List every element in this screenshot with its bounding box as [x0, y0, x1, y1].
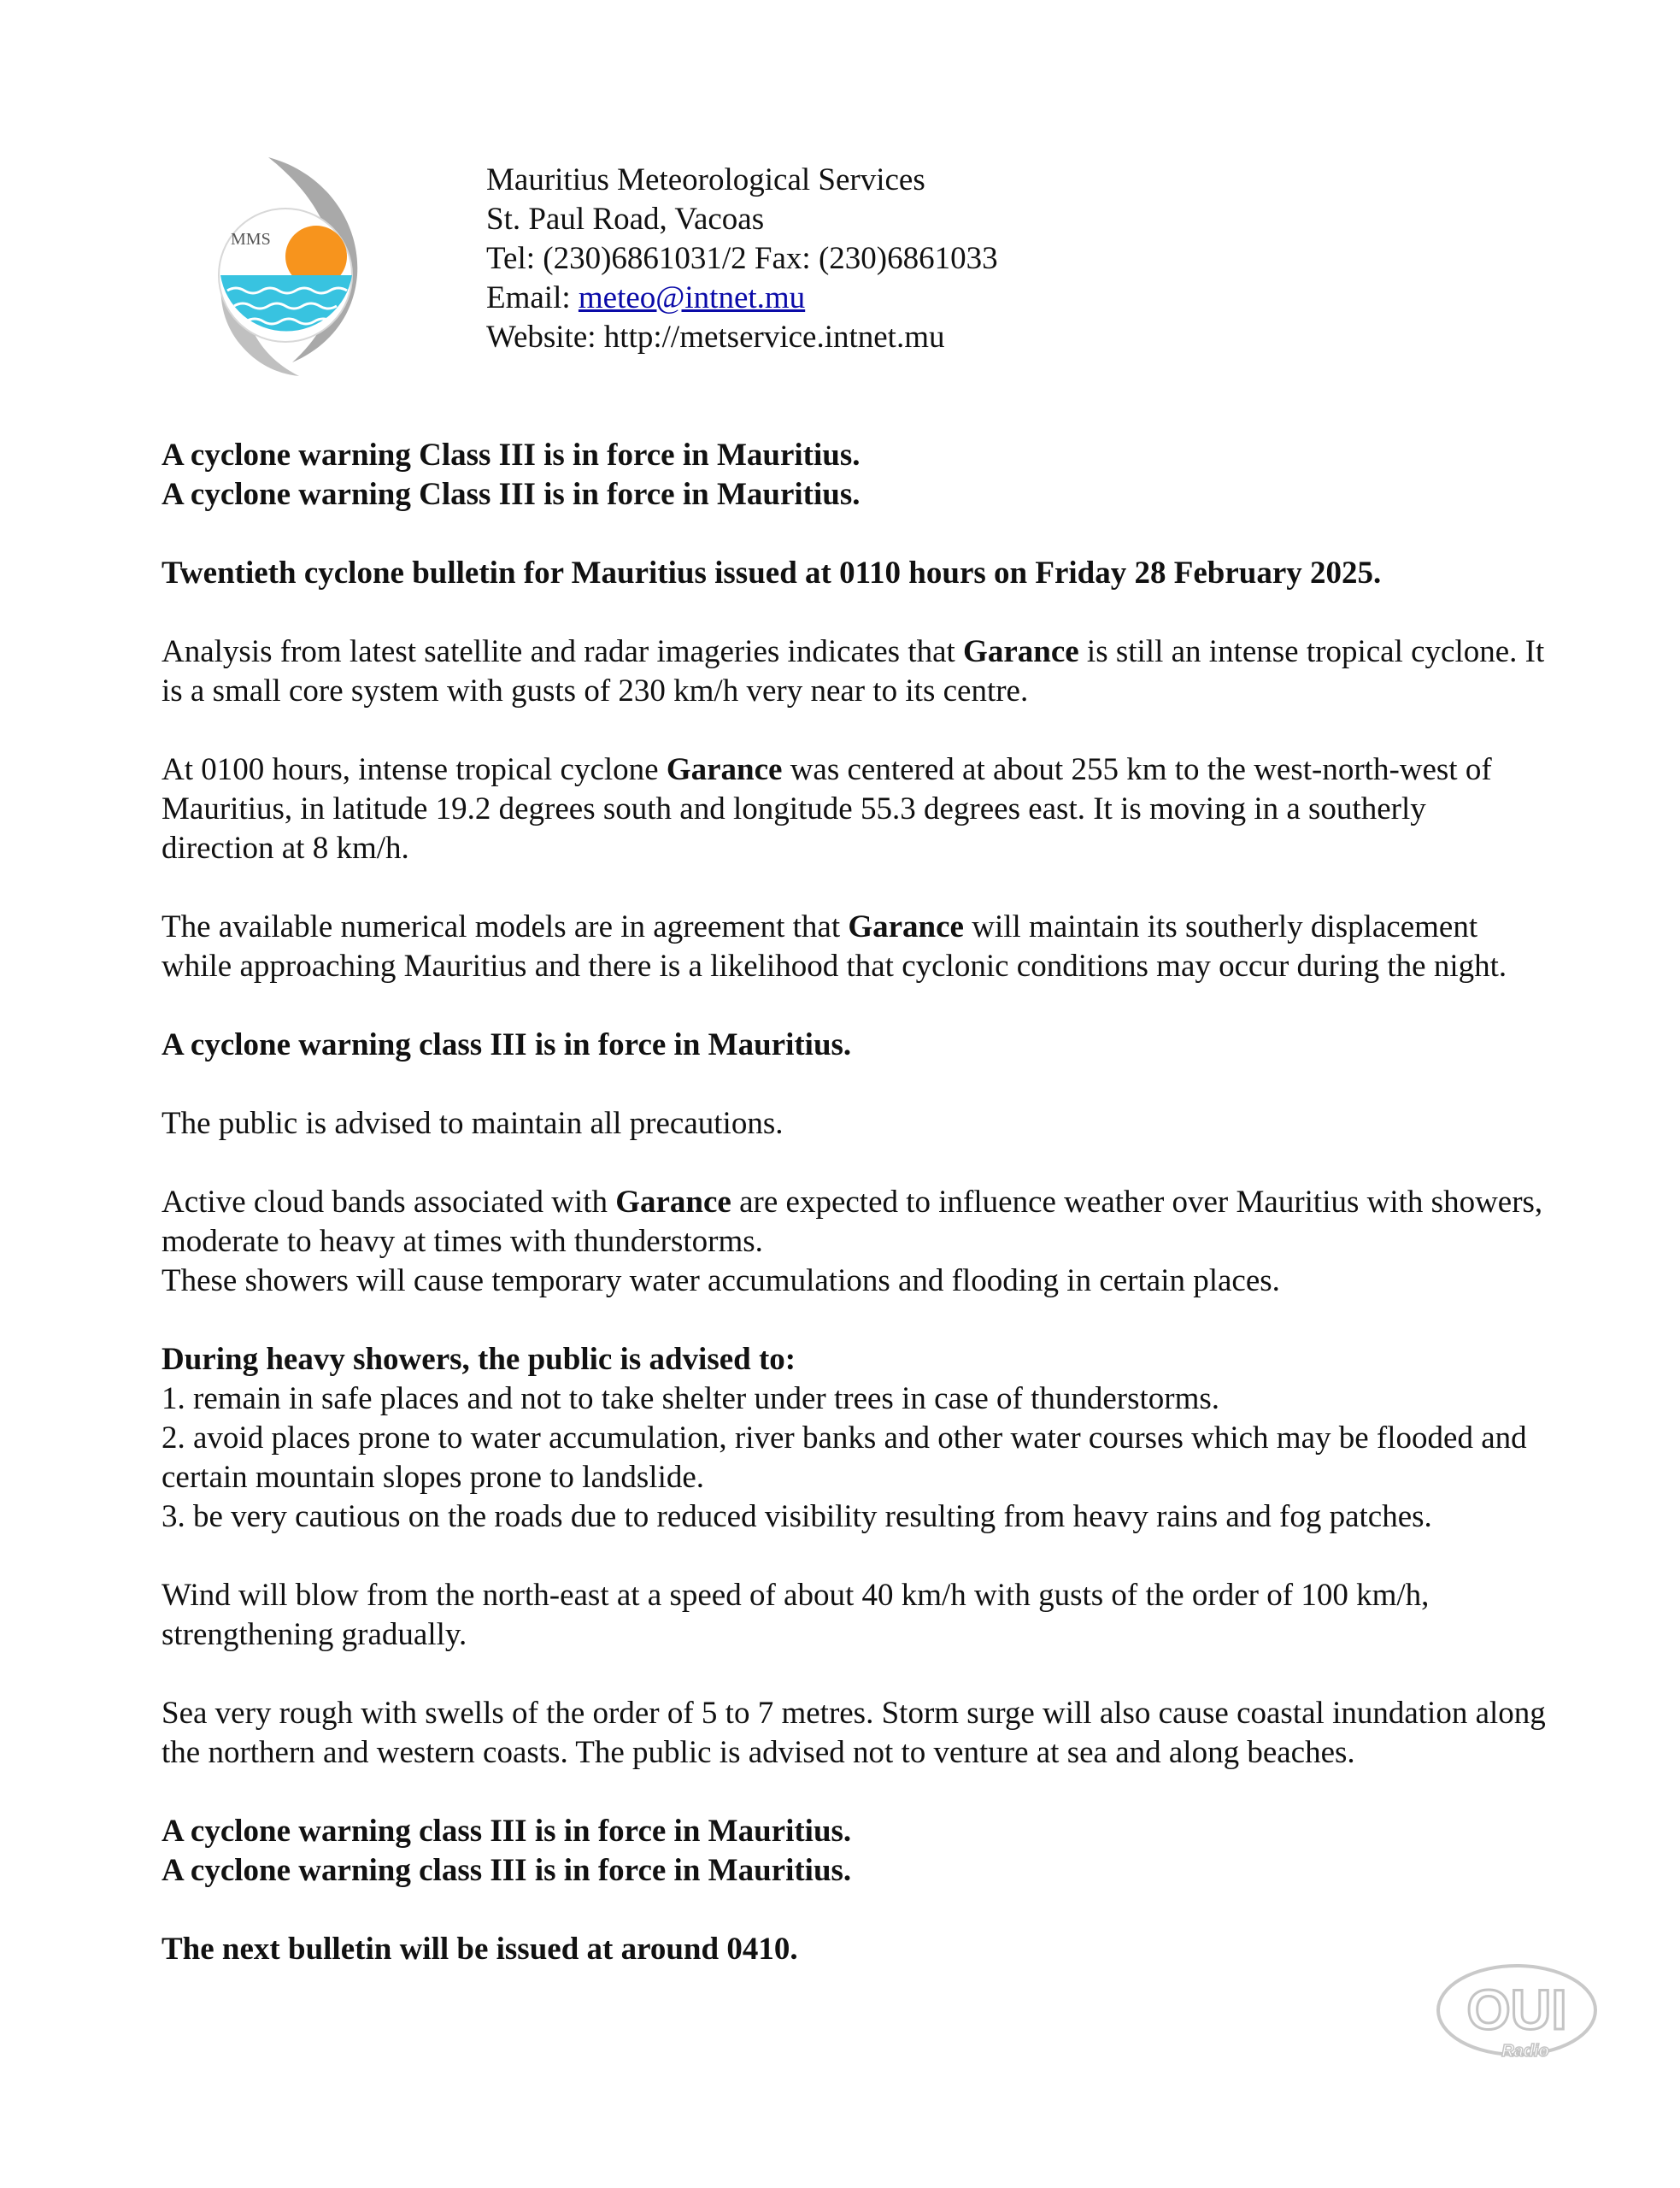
warning-heading-4: A cyclone warning class III is in force in Mauritius.	[162, 1814, 852, 1849]
position-text-b: was centered at about 255 km to the west-north-west of Mauritius, in latitude 19.2 degrees south and longitude 55.3 degrees east. It is moving in a southerly direction at 8 km/h.	[162, 752, 1492, 866]
org-phone: Tel: (230)6861031/2 Fax: (230)6861033	[486, 241, 998, 276]
email-label: Email:	[486, 280, 579, 315]
organisation-info	[486, 161, 998, 357]
org-address: St. Paul Road, Vacoas	[486, 202, 765, 237]
precautions-paragraph: The public is advised to maintain all precautions.	[162, 1106, 784, 1141]
warning-heading-5: A cyclone warning class III is in force in Mauritius.	[162, 1853, 852, 1888]
org-email-line	[486, 279, 998, 318]
sea-paragraph: Sea very rough with swells of the order of 5 to 7 metres. Storm surge will also cause coastal inundation along the northern and western coasts. The public is advised not to venture at sea and along beaches.	[162, 1696, 1546, 1770]
org-website: Website: http://metservice.intnet.mu	[486, 320, 945, 355]
oui-radio-watermark	[1431, 1957, 1602, 2068]
mms-logo	[190, 156, 376, 378]
cloud-text-a: Active cloud bands associated with	[162, 1185, 616, 1220]
advice-item-1: 1. remain in safe places and not to take shelter under trees in case of thunderstorms.	[162, 1381, 1220, 1416]
analysis-text-b: is still an intense tropical cyclone. It is a small core system with gusts of 230 km/h very near to its centre.	[162, 634, 1545, 709]
storm-name: Garance	[615, 1185, 731, 1220]
warning-heading-1: A cyclone warning Class III is in force in Mauritius.	[162, 438, 861, 473]
models-text-a: The available numerical models are in agreement that	[162, 909, 849, 944]
logo-text: MMS	[231, 230, 271, 249]
cloud-text-b: are expected to influence weather over Mauritius with showers, moderate to heavy at times with thunderstorms.	[162, 1185, 1543, 1259]
storm-name: Garance	[963, 634, 1079, 669]
cloud-bands-paragraph	[162, 1183, 1546, 1262]
storm-name: Garance	[666, 752, 783, 787]
watermark-sub-text: Radio	[1501, 2042, 1549, 2061]
warning-heading-2: A cyclone warning Class III is in force in Mauritius.	[162, 477, 861, 512]
warning-heading-3: A cyclone warning class III is in force in Mauritius.	[162, 1027, 852, 1062]
wind-paragraph: Wind will blow from the north-east at a speed of about 40 km/h with gusts of the order of 100 km/h, strengthening gradually.	[162, 1578, 1430, 1652]
bulletin-body	[162, 436, 1546, 2009]
models-text-b: will maintain its southerly displacement while approaching Mauritius and there is a likelihood that cyclonic conditions may occur during the night.	[162, 909, 1507, 984]
analysis-text-a: Analysis from latest satellite and radar imageries indicates that	[162, 634, 964, 669]
analysis-paragraph	[162, 632, 1546, 711]
watermark-logo-text: OUI	[1466, 1978, 1567, 2041]
advice-item-2: 2. avoid places prone to water accumulation, river banks and other water courses which may be flooded and certain mountain slopes prone to landslide.	[162, 1420, 1527, 1495]
org-name: Mauritius Meteorological Services	[486, 162, 925, 197]
models-paragraph	[162, 908, 1546, 986]
storm-name: Garance	[848, 909, 964, 944]
flooding-paragraph: These showers will cause temporary water accumulations and flooding in certain places.	[162, 1263, 1280, 1298]
bulletin-title: Twentieth cyclone bulletin for Mauritius issued at 0110 hours on Friday 28 February 2025.	[162, 556, 1382, 591]
email-link[interactable]: meteo@intnet.mu	[578, 280, 806, 315]
next-bulletin-notice: The next bulletin will be issued at around 0410.	[162, 1932, 798, 1967]
position-text-a: At 0100 hours, intense tropical cyclone	[162, 752, 667, 787]
showers-heading: During heavy showers, the public is advised to:	[162, 1342, 796, 1377]
advice-item-3: 3. be very cautious on the roads due to reduced visibility resulting from heavy rains and fog patches.	[162, 1499, 1432, 1534]
position-paragraph	[162, 750, 1546, 868]
